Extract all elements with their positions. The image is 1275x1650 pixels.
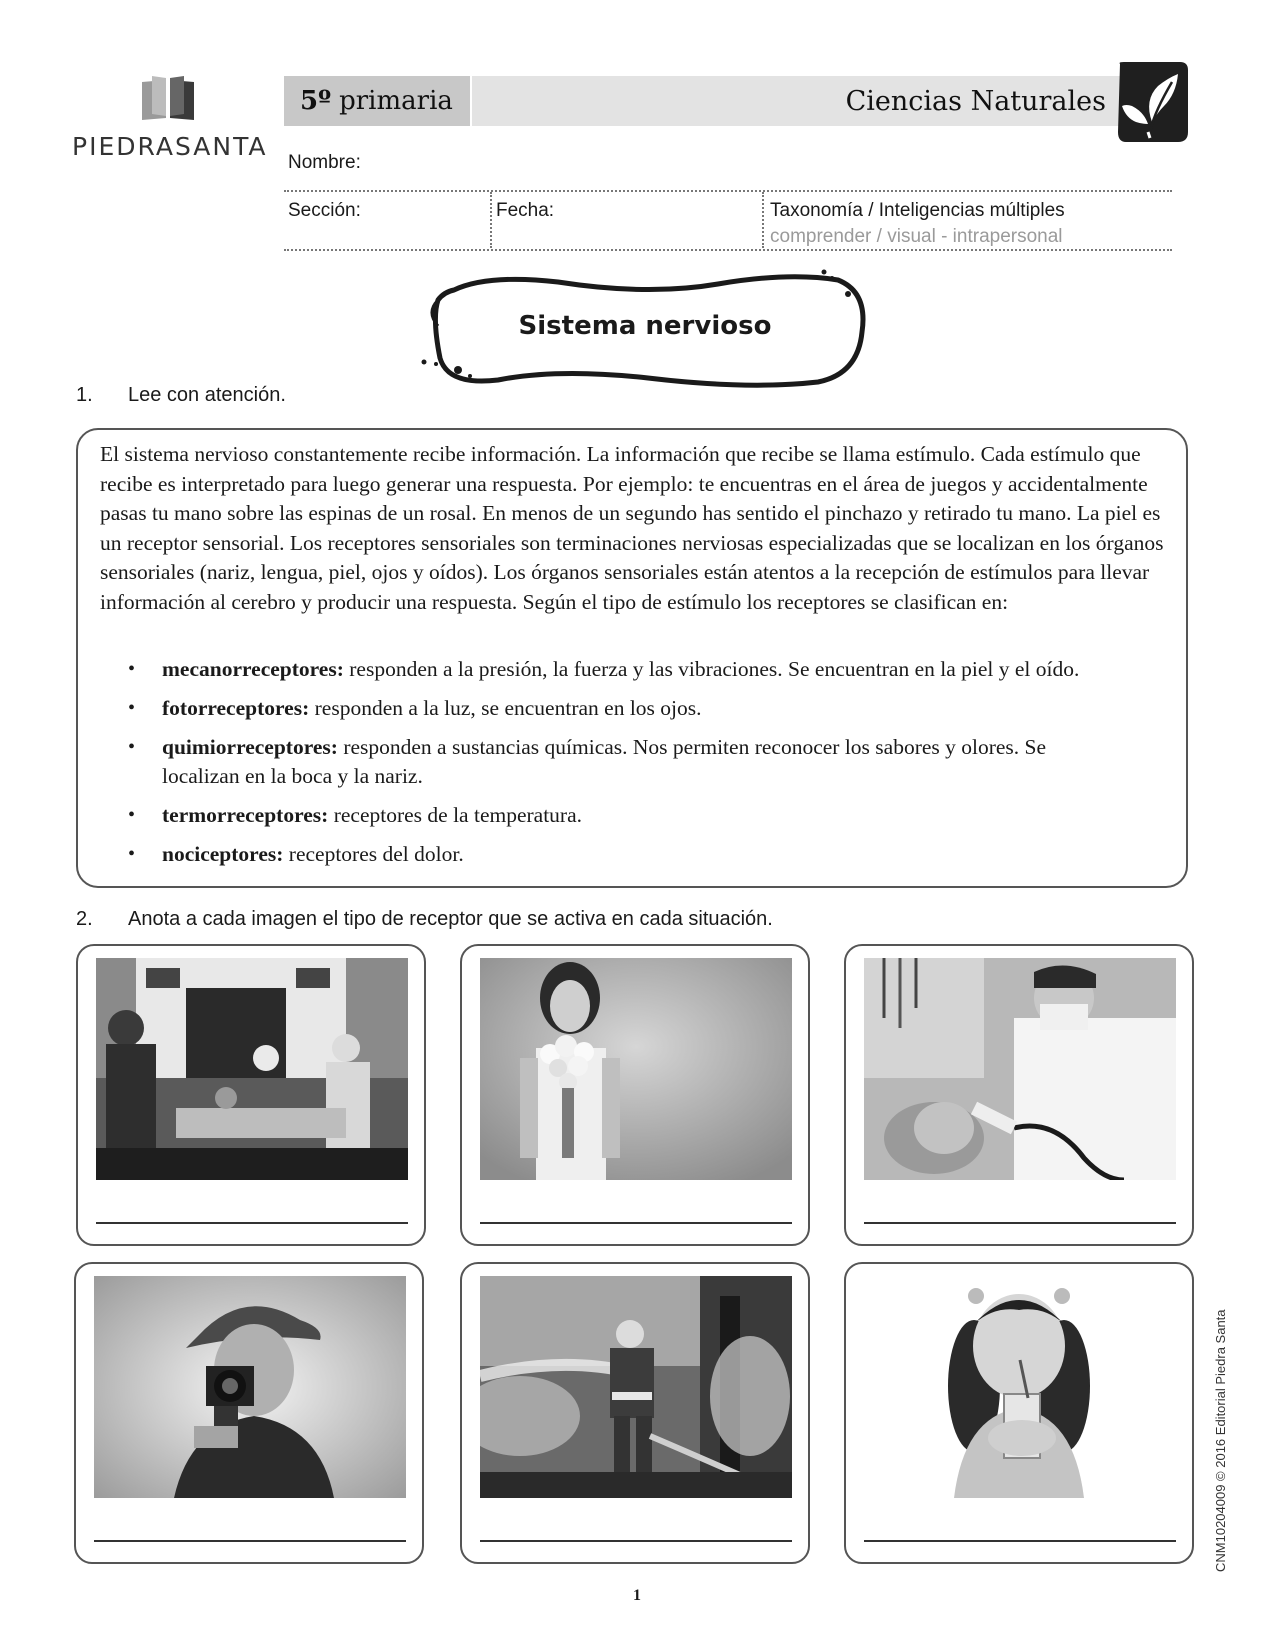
list-item — [124, 655, 1184, 684]
divider-line — [490, 192, 492, 248]
answer-line[interactable] — [96, 1222, 408, 1224]
receptor-description: receptores de la temperatura. — [328, 803, 583, 827]
list-item — [124, 840, 1184, 869]
receptor-description: responden a la luz, se encuentran en los ojos. — [309, 696, 702, 720]
list-item — [124, 801, 1184, 830]
date-label: Fecha: — [496, 200, 555, 221]
brand-logo-text: PIEDRASANTA — [72, 132, 268, 161]
answer-line[interactable] — [864, 1222, 1176, 1224]
page-title: Sistema nervioso — [518, 311, 772, 341]
question-number: 2. — [76, 908, 93, 930]
receptor-description: responden a la presión, la fuerza y las vibraciones. Se encuentran en la piel y el oído. — [343, 657, 1080, 681]
grade-text: primaria — [339, 86, 453, 116]
image-card — [460, 944, 810, 1246]
divider-line — [284, 249, 1172, 251]
image-card — [460, 1262, 810, 1564]
name-label: Nombre: — [288, 152, 361, 173]
copyright-code: CNM10204009 © 2016 Editorial Piedra Santa — [1213, 1309, 1228, 1572]
subject-title: Ciencias Naturales — [472, 76, 1122, 126]
answer-line[interactable] — [480, 1222, 792, 1224]
grade-number: 5º — [300, 86, 332, 116]
girl-drinking-photo — [864, 1276, 1176, 1498]
image-card — [76, 944, 426, 1246]
question-text: Anota a cada imagen el tipo de receptor que se activa en cada situación. — [128, 908, 773, 930]
taxonomy-label: Taxonomía / Inteligencias múltiples — [770, 200, 1065, 221]
question-number: 1. — [76, 384, 93, 406]
book-logo-icon — [138, 76, 198, 122]
question-text: Lee con atención. — [128, 384, 286, 406]
leaf-icon — [1114, 60, 1190, 144]
image-card — [74, 1262, 424, 1564]
taxonomy-value: comprender / visual - intrapersonal — [770, 226, 1063, 247]
receptor-term: quimiorreceptores: — [162, 735, 338, 759]
dentist-patient-photo — [864, 958, 1176, 1180]
receptor-description: responden a sustancias químicas. Nos permiten reconocer los sabores y olores. Se localizan en la boca y la nariz. — [162, 735, 1047, 788]
man-with-camera-photo — [94, 1276, 406, 1498]
divider-line — [762, 192, 764, 248]
receptor-term: fotorreceptores: — [162, 696, 310, 720]
receptor-term: nociceptores: — [162, 842, 284, 866]
receptor-term: mecanorreceptores: — [162, 657, 344, 681]
answer-line[interactable] — [94, 1540, 406, 1542]
receptor-description: receptores del dolor. — [283, 842, 464, 866]
image-card — [844, 944, 1194, 1246]
page-number: 1 — [633, 1587, 641, 1604]
receptor-term: termorreceptores: — [162, 803, 329, 827]
image-card — [844, 1262, 1194, 1564]
reading-paragraph: El sistema nervioso constantemente recibe información. La información que recibe se llama estímulo. Cada estímulo que recibe es interpretado para luego generar una respuesta. Por ejemplo: te encuentras en el área de juegos y accidentalmente pasas tu mano sobre las espinas de un rosal. En menos de un segundo has sentido el pinchazo y retirado tu mano. La piel es un receptor sensorial. Los receptores sensoriales son terminaciones nerviosas especializadas que se localizan en los órganos sensoriales (nariz, lengua, piel, ojos y oídos). Los órganos sensoriales están atentos a la recepción de estímulos para llevar información al cerebro y producir una respuesta. Según el tipo de estímulo los receptores se clasifican en: — [100, 442, 1164, 614]
divider-line — [284, 190, 1172, 192]
answer-line[interactable] — [480, 1540, 792, 1542]
list-item — [124, 733, 1184, 791]
ambulance-emergency-photo — [96, 958, 408, 1180]
section-label: Sección: — [288, 200, 361, 221]
firefighter-photo — [480, 1276, 792, 1498]
answer-line[interactable] — [864, 1540, 1176, 1542]
grade-label — [284, 76, 470, 126]
receptor-list — [124, 655, 1184, 879]
list-item — [124, 694, 1184, 723]
woman-with-flowers-photo — [480, 958, 792, 1180]
